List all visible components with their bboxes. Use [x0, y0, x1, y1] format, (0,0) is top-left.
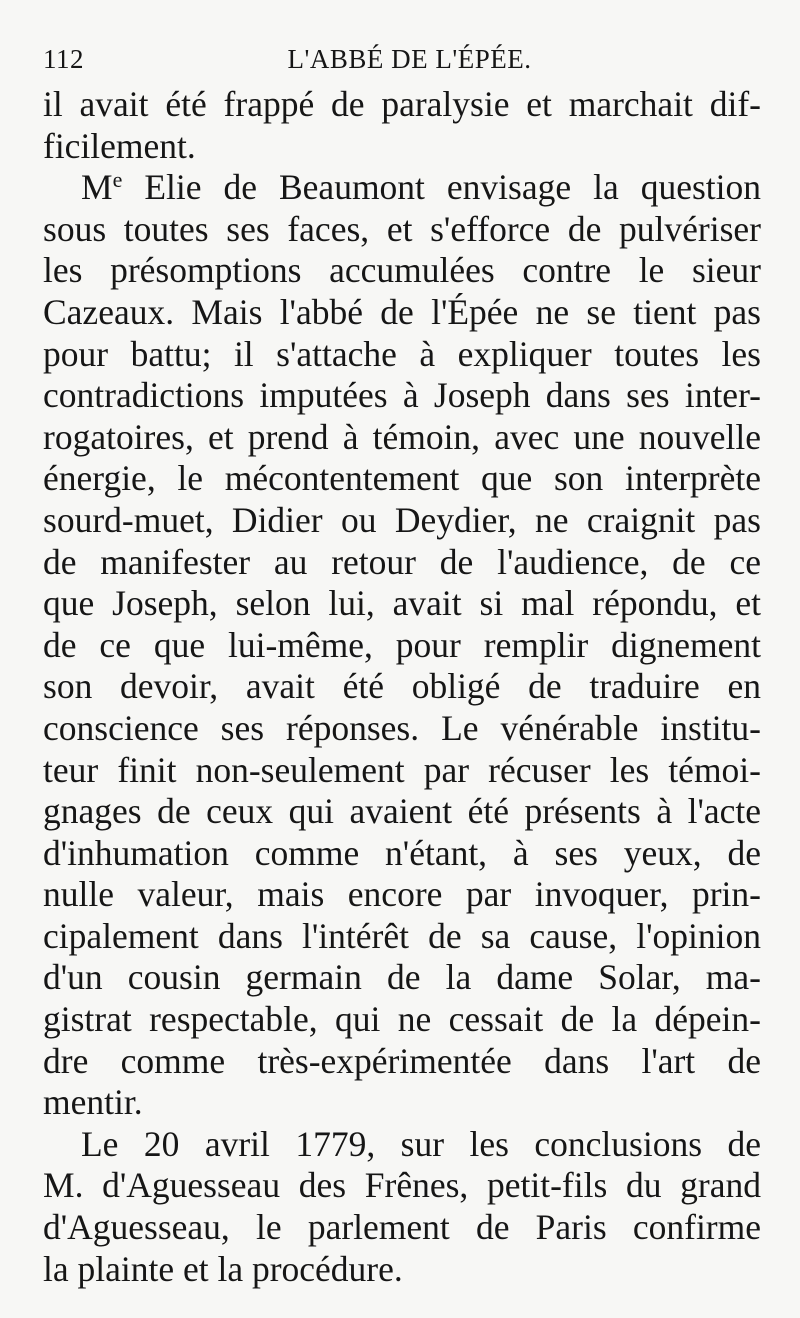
text-line: sourd-muet, Didier ou Deydier, ne craignit pas: [43, 499, 761, 540]
text-line: ficilement.: [43, 125, 196, 166]
text-line: teur finit non-seulement par récuser les témoi-: [43, 749, 761, 790]
text-line: il avait été frappé de paralysie et marchait dif-: [43, 84, 761, 124]
text-line: Cazeaux. Mais l'abbé de l'Épée ne se tient pas: [43, 291, 761, 332]
text-line: nulle valeur, mais encore par invoquer, prin-: [43, 874, 761, 915]
text-line: d'un cousin germain de la dame Solar, ma-: [43, 957, 761, 998]
text-line: contradictions imputées à Joseph dans ses inter-: [43, 375, 761, 416]
paragraph-start-line: Le 20 avril 1779, sur les conclusions de: [81, 1123, 761, 1164]
running-head: [43, 44, 760, 84]
text-line: sous toutes ses faces, et s'efforce de pulvériser: [43, 208, 761, 249]
text-line: que Joseph, selon lui, avait si mal répondu, et: [43, 583, 761, 624]
text-line: dre comme très-expérimentée dans l'art de: [43, 1040, 761, 1081]
text-line: son devoir, avait été obligé de traduire en: [43, 666, 761, 707]
text-line: la plainte et la procédure.: [43, 1248, 403, 1289]
text-line: gistrat respectable, qui ne cessait de la dépein-: [43, 999, 761, 1040]
text-line: de manifester au retour de l'audience, de ce: [43, 541, 761, 582]
text-line: rogatoires, et prend à témoin, avec une nouvelle: [43, 416, 761, 457]
text-line: mentir.: [43, 1082, 143, 1123]
running-title: L'ABBÉ DE L'ÉPÉE.: [287, 44, 532, 74]
text-line: gnages de ceux qui avaient été présents à l'acte: [43, 791, 761, 832]
honorific-m: M: [81, 167, 113, 208]
text-line: conscience ses réponses. Le vénérable institu-: [43, 707, 761, 748]
text-line: énergie, le mécontentement que son interprète: [43, 458, 761, 499]
paragraph-start-line: [43, 167, 761, 209]
honorific-superscript: e: [112, 167, 123, 193]
page-number: 112: [43, 44, 84, 74]
text-line: pour battu; il s'attache à expliquer toutes les: [43, 333, 761, 374]
text-line: les présomptions accumulées contre le sieur: [43, 250, 761, 291]
text-line: cipalement dans l'intérêt de sa cause, l'opinion: [43, 915, 761, 956]
body-text: [43, 84, 761, 1290]
text-line: M. d'Aguesseau des Frênes, petit-fils du grand: [43, 1165, 761, 1206]
text-line: d'Aguesseau, le parlement de Paris confirme: [43, 1207, 761, 1248]
text-line: d'inhumation comme n'étant, à ses yeux, de: [43, 832, 761, 873]
text-line: de ce que lui-même, pour remplir dignement: [43, 624, 761, 665]
text-line-rest: Elie de Beaumont envisage la question: [144, 167, 761, 208]
